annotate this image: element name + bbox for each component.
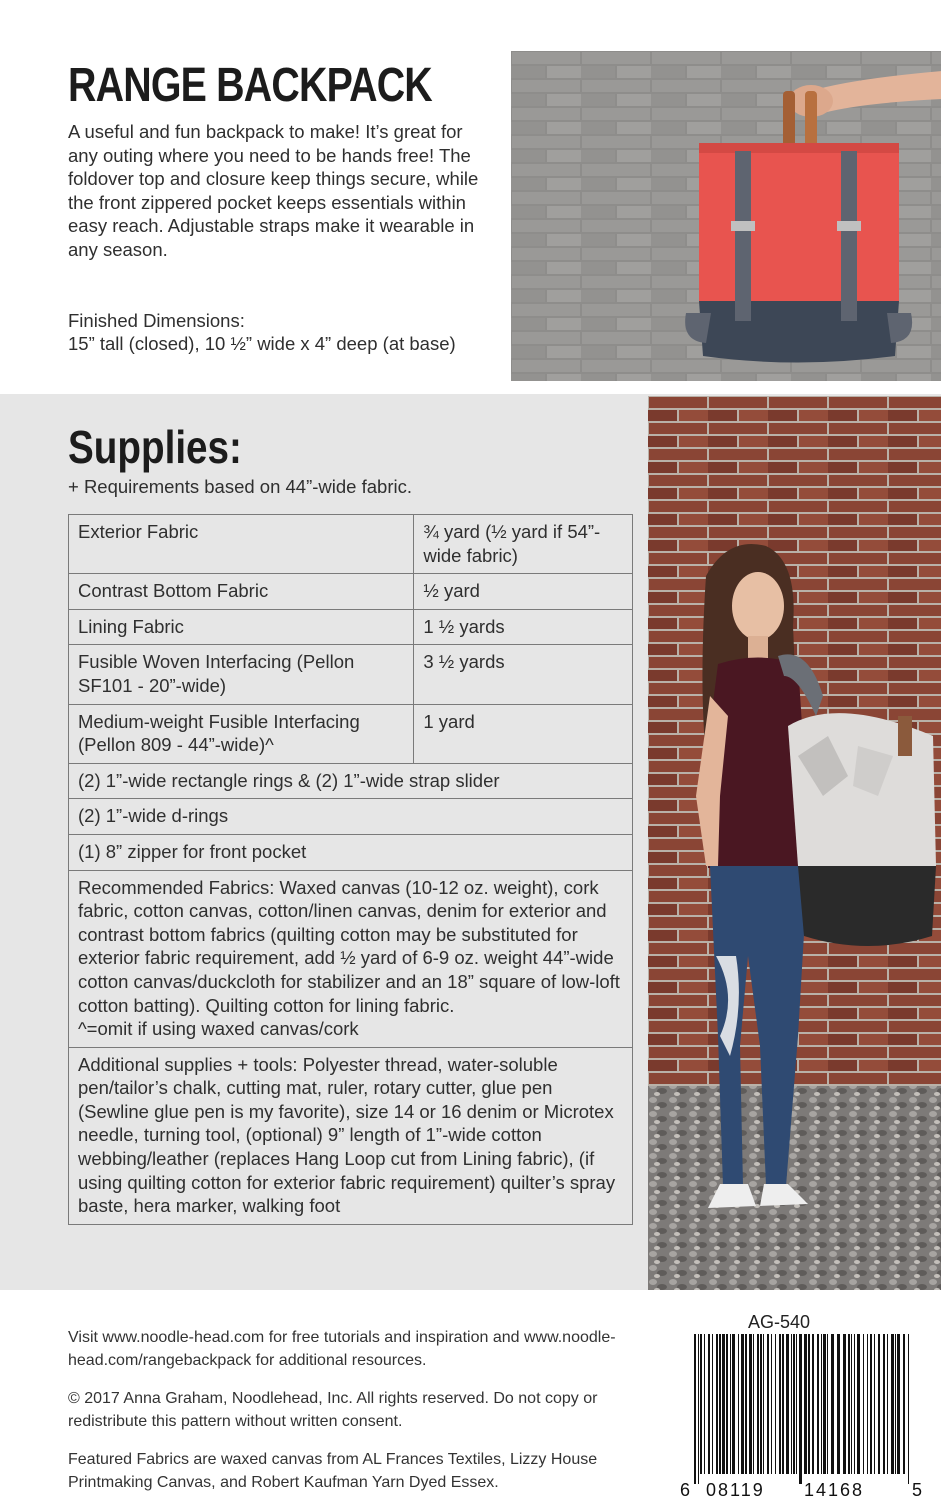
barcode-bar [796,1334,797,1474]
barcode-icon [676,1334,926,1500]
requirements-note: + Requirements based on 44”-wide fabric. [68,476,412,497]
barcode-bar [857,1334,860,1474]
supply-amount: 1 ½ yards [414,609,633,645]
barcode-bar [870,1334,872,1474]
recommended-fabrics: Recommended Fabrics: Waxed canvas (10-12 oz. weight), cork fabric, cotton canvas, cotton/linen canvas, denim for exterior and contrast bottom fabrics (quilting cotton may be substituted for exterior fabric requirement, add ½ yard of 6-9 oz. weight 44”-wide cotton canvas/duckcloth for stabilizer and an 18” square of low-loft cotton batting). Quilting cotton for lining fabric. [78,876,620,1016]
barcode-bar [831,1334,834,1474]
supply-amount: ¾ yard (½ yard if 54”-wide fabric) [414,515,633,574]
barcode-bar [749,1334,752,1474]
barcode-bar [763,1334,764,1474]
barcode-bar [791,1334,792,1474]
table-row [69,704,633,763]
barcode-bar [804,1334,807,1474]
barcode-bar [771,1334,772,1474]
barcode-bar [883,1334,885,1474]
barcode-bar [775,1334,776,1474]
barcode-bar [786,1334,789,1474]
backpack-hand-illustration [511,51,941,381]
barcode-bar [827,1334,828,1474]
copyright-text: © 2017 Anna Graham, Noodlehead, Inc. All rights reserved. Do not copy or redistribute this pattern without written consent. [68,1390,598,1430]
barcode-bar [716,1334,718,1474]
table-row [69,834,633,870]
table-row [69,1047,633,1224]
barcode-bar [700,1334,702,1474]
barcode-bar [712,1334,713,1474]
omit-note: ^=omit if using waxed canvas/cork [78,1018,359,1040]
barcode-bar [812,1334,814,1474]
table-row [69,515,633,574]
barcode-bar [808,1334,810,1474]
table-row [69,645,633,704]
table-row [69,799,633,835]
supply-item: Exterior Fabric [69,515,414,574]
supply-amount: 3 ½ yards [414,645,633,704]
supply-full-row: (2) 1”-wide rectangle rings & (2) 1”-wide strap slider [69,763,633,799]
barcode-digit-1: 6 [680,1480,691,1500]
barcode-bar [726,1334,728,1474]
table-row [69,870,633,1047]
barcode-digit-4: 5 [912,1480,923,1500]
barcode-bar [863,1334,864,1474]
supply-item: Fusible Woven Interfacing (Pellon SF101 - 20”-wide) [69,645,414,704]
barcode-bar [698,1334,699,1484]
supplies-table [68,514,633,1225]
barcode-bar [895,1334,896,1474]
sku-label: AG-540 [748,1312,811,1332]
supply-full-row: (1) 8” zipper for front pocket [69,834,633,870]
dimensions-label: Finished Dimensions: [68,310,245,331]
recommended-fabrics-cell [69,870,633,1047]
model-illustration [648,396,941,1290]
pattern-description: A useful and fun backpack to make! It’s great for any outing where you need to be hands free! The foldover top and closure keep things secure, while the front zippered pocket keeps essentials within easy reach. Adjustable straps make it wearable in any season. [68,121,479,260]
barcode-bar [848,1334,850,1474]
table-row [69,574,633,610]
dimensions-value: 15” tall (closed), 10 ½” wide x 4” deep (at base) [68,333,456,354]
barcode-bar [821,1334,822,1474]
barcode-bar [867,1334,868,1474]
barcode-bar [694,1334,696,1484]
visit-text: Visit www.noodle-head.com for free tutorials and inspiration and www.noodle-head.com/rangebackpack for additional resources. [68,1329,616,1369]
barcode-bar [793,1334,795,1474]
additional-supplies: Additional supplies + tools: Polyester thread, water-soluble pen/tailor’s chalk, cutting mat, ruler, rotary cutter, glue pen (Sewline glue pen is my favorite), size 14 or 16 denim or Microtex needle, turning tool, (optional) 9” length of 1”-wide cotton webbing/leather (replaces Hang Loop cut from Lining fabric), (if using quilting cotton for exterior fabric requirement) quilter’s spray baste, hera marker, walking foot [69,1047,633,1224]
barcode-bar [887,1334,888,1474]
barcode-bar [722,1334,725,1474]
barcode-bars [694,1334,909,1484]
supply-full-row: (2) 1”-wide d-rings [69,799,633,835]
supplies-heading: Supplies: [68,421,242,473]
barcode-digits-3: 14168 [804,1480,865,1500]
barcode-bar [760,1334,762,1474]
barcode-bar [799,1334,802,1484]
footer-section [0,1290,941,1500]
supply-item: Medium-weight Fusible Interfacing (Pellon 809 - 44”-wide)^ [69,704,414,763]
barcode-bar [823,1334,826,1474]
barcode-bar [779,1334,781,1474]
barcode-bar [878,1334,880,1474]
barcode-bar [908,1334,909,1484]
barcode-bar [704,1334,705,1474]
barcode-bar [782,1334,784,1474]
barcode-bar [903,1334,905,1474]
barcode-bar [741,1334,744,1474]
barcode-bar [708,1334,710,1474]
featured-fabrics-text: Featured Fabrics are waxed canvas from AL Frances Textiles, Lizzy House Printmaking Canvas, and Robert Kaufman Yarn Dyed Essex. [68,1451,598,1491]
supply-item: Contrast Bottom Fabric [69,574,414,610]
barcode-bar [874,1334,875,1474]
supply-amount: ½ yard [414,574,633,610]
barcode-bar [851,1334,852,1474]
barcode-bar [897,1334,900,1474]
barcode-bar [730,1334,731,1474]
barcode-bar [745,1334,747,1474]
barcode-bar [891,1334,894,1474]
barcode-bar [753,1334,754,1474]
table-row [69,763,633,799]
barcode-bar [719,1334,721,1474]
supplies-section [0,394,941,1290]
barcode-bar [757,1334,759,1474]
backpack-hand-photo [511,51,941,381]
barcode-bar [767,1334,769,1474]
barcode-digits-2: 08119 [706,1480,765,1500]
pattern-title: RANGE BACKPACK [68,59,432,112]
barcode-bar [837,1334,840,1474]
barcode-bar [738,1334,739,1474]
header-section [0,0,941,394]
barcode-bar [817,1334,819,1474]
table-row [69,609,633,645]
barcode-bar [843,1334,846,1474]
supply-amount: 1 yard [414,704,633,763]
barcode-bar [732,1334,735,1474]
supply-item: Lining Fabric [69,609,414,645]
barcode-bar [854,1334,855,1474]
model-backpack-photo [648,396,941,1290]
